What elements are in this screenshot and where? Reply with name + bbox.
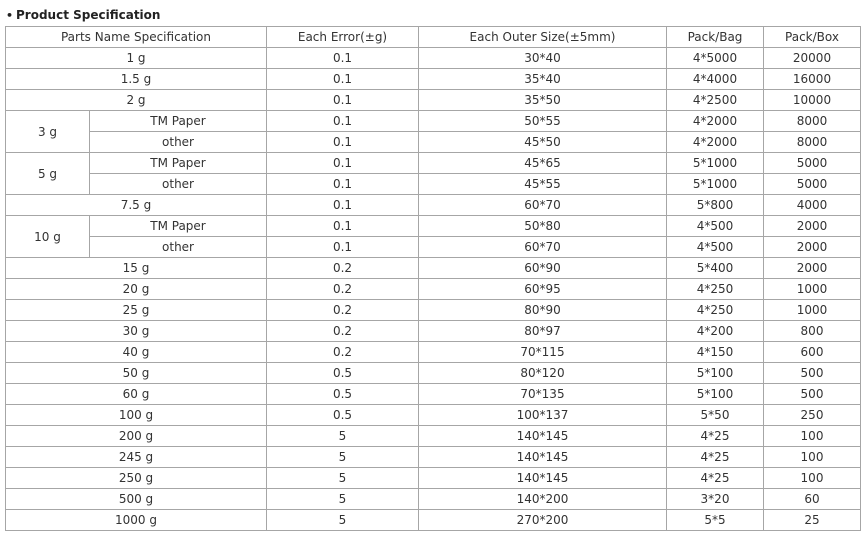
table-row bbox=[6, 447, 861, 468]
error-cell: 5 bbox=[267, 447, 419, 468]
pack-box-cell: 25 bbox=[764, 510, 861, 531]
pack-bag-cell: 4*2000 bbox=[667, 132, 764, 153]
error-cell: 0.1 bbox=[267, 153, 419, 174]
pack-bag-cell: 4*25 bbox=[667, 447, 764, 468]
size-cell: 70*115 bbox=[419, 342, 667, 363]
weight-cell: 10 g bbox=[6, 216, 90, 258]
table-row bbox=[6, 468, 861, 489]
table-row bbox=[6, 153, 861, 174]
parts-name-cell: 7.5 g bbox=[6, 195, 267, 216]
size-cell: 45*50 bbox=[419, 132, 667, 153]
size-cell: 80*90 bbox=[419, 300, 667, 321]
error-cell: 0.2 bbox=[267, 279, 419, 300]
error-cell: 0.2 bbox=[267, 342, 419, 363]
pack-bag-cell: 5*50 bbox=[667, 405, 764, 426]
header-row bbox=[6, 27, 861, 48]
parts-name-cell: 100 g bbox=[6, 405, 267, 426]
header-each-error: Each Error(±g) bbox=[267, 27, 419, 48]
parts-name-cell: 250 g bbox=[6, 468, 267, 489]
weight-cell: 5 g bbox=[6, 153, 90, 195]
table-row bbox=[6, 216, 861, 237]
table-row bbox=[6, 489, 861, 510]
error-cell: 0.1 bbox=[267, 237, 419, 258]
error-cell: 0.1 bbox=[267, 69, 419, 90]
pack-box-cell: 5000 bbox=[764, 174, 861, 195]
pack-box-cell: 8000 bbox=[764, 111, 861, 132]
pack-bag-cell: 5*100 bbox=[667, 384, 764, 405]
error-cell: 0.1 bbox=[267, 132, 419, 153]
parts-name-cell: 1.5 g bbox=[6, 69, 267, 90]
pack-bag-cell: 5*1000 bbox=[667, 174, 764, 195]
material-cell: TM Paper bbox=[90, 153, 267, 174]
pack-box-cell: 5000 bbox=[764, 153, 861, 174]
pack-box-cell: 60 bbox=[764, 489, 861, 510]
size-cell: 140*200 bbox=[419, 489, 667, 510]
material-cell: other bbox=[90, 237, 267, 258]
material-cell: TM Paper bbox=[90, 111, 267, 132]
pack-box-cell: 16000 bbox=[764, 69, 861, 90]
parts-name-cell: 20 g bbox=[6, 279, 267, 300]
size-cell: 45*55 bbox=[419, 174, 667, 195]
size-cell: 60*95 bbox=[419, 279, 667, 300]
error-cell: 0.1 bbox=[267, 174, 419, 195]
error-cell: 0.1 bbox=[267, 216, 419, 237]
pack-box-cell: 2000 bbox=[764, 258, 861, 279]
pack-bag-cell: 5*800 bbox=[667, 195, 764, 216]
section-heading bbox=[6, 5, 160, 25]
pack-box-cell: 8000 bbox=[764, 132, 861, 153]
error-cell: 0.2 bbox=[267, 258, 419, 279]
error-cell: 0.1 bbox=[267, 111, 419, 132]
pack-bag-cell: 4*250 bbox=[667, 300, 764, 321]
parts-name-cell: 1000 g bbox=[6, 510, 267, 531]
pack-bag-cell: 4*2000 bbox=[667, 111, 764, 132]
pack-box-cell: 10000 bbox=[764, 90, 861, 111]
size-cell: 140*145 bbox=[419, 426, 667, 447]
table-row bbox=[6, 342, 861, 363]
pack-bag-cell: 5*100 bbox=[667, 363, 764, 384]
error-cell: 0.5 bbox=[267, 405, 419, 426]
size-cell: 140*145 bbox=[419, 447, 667, 468]
error-cell: 0.5 bbox=[267, 363, 419, 384]
error-cell: 5 bbox=[267, 426, 419, 447]
size-cell: 140*145 bbox=[419, 468, 667, 489]
table-row bbox=[6, 510, 861, 531]
parts-name-cell: 500 g bbox=[6, 489, 267, 510]
size-cell: 50*55 bbox=[419, 111, 667, 132]
pack-box-cell: 1000 bbox=[764, 279, 861, 300]
pack-box-cell: 100 bbox=[764, 426, 861, 447]
pack-bag-cell: 4*500 bbox=[667, 216, 764, 237]
parts-name-cell: 60 g bbox=[6, 384, 267, 405]
parts-name-cell: 15 g bbox=[6, 258, 267, 279]
error-cell: 0.2 bbox=[267, 321, 419, 342]
pack-bag-cell: 5*400 bbox=[667, 258, 764, 279]
parts-name-cell: 200 g bbox=[6, 426, 267, 447]
size-cell: 100*137 bbox=[419, 405, 667, 426]
error-cell: 0.1 bbox=[267, 48, 419, 69]
error-cell: 0.1 bbox=[267, 90, 419, 111]
error-cell: 5 bbox=[267, 489, 419, 510]
pack-box-cell: 100 bbox=[764, 468, 861, 489]
parts-name-cell: 50 g bbox=[6, 363, 267, 384]
section-title: Product Specification bbox=[16, 8, 161, 22]
size-cell: 60*70 bbox=[419, 195, 667, 216]
pack-bag-cell: 4*200 bbox=[667, 321, 764, 342]
material-cell: other bbox=[90, 174, 267, 195]
table-row bbox=[6, 90, 861, 111]
size-cell: 35*50 bbox=[419, 90, 667, 111]
pack-box-cell: 2000 bbox=[764, 216, 861, 237]
size-cell: 80*97 bbox=[419, 321, 667, 342]
table-row bbox=[6, 48, 861, 69]
parts-name-cell: 40 g bbox=[6, 342, 267, 363]
table-row bbox=[6, 426, 861, 447]
pack-box-cell: 1000 bbox=[764, 300, 861, 321]
error-cell: 5 bbox=[267, 510, 419, 531]
pack-bag-cell: 4*150 bbox=[667, 342, 764, 363]
pack-box-cell: 20000 bbox=[764, 48, 861, 69]
parts-name-cell: 245 g bbox=[6, 447, 267, 468]
pack-box-cell: 4000 bbox=[764, 195, 861, 216]
header-pack-box: Pack/Box bbox=[764, 27, 861, 48]
pack-bag-cell: 4*4000 bbox=[667, 69, 764, 90]
size-cell: 80*120 bbox=[419, 363, 667, 384]
parts-name-cell: 1 g bbox=[6, 48, 267, 69]
size-cell: 270*200 bbox=[419, 510, 667, 531]
parts-name-cell: 25 g bbox=[6, 300, 267, 321]
pack-bag-cell: 4*25 bbox=[667, 468, 764, 489]
pack-bag-cell: 5*5 bbox=[667, 510, 764, 531]
pack-box-cell: 250 bbox=[764, 405, 861, 426]
pack-bag-cell: 4*5000 bbox=[667, 48, 764, 69]
spec-table bbox=[5, 26, 861, 531]
header-outer-size: Each Outer Size(±5mm) bbox=[419, 27, 667, 48]
size-cell: 35*40 bbox=[419, 69, 667, 90]
table-row bbox=[6, 384, 861, 405]
pack-box-cell: 2000 bbox=[764, 237, 861, 258]
table-row bbox=[6, 300, 861, 321]
size-cell: 50*80 bbox=[419, 216, 667, 237]
bullet-icon: • bbox=[6, 8, 14, 22]
parts-name-cell: 2 g bbox=[6, 90, 267, 111]
error-cell: 5 bbox=[267, 468, 419, 489]
table-row bbox=[6, 321, 861, 342]
size-cell: 60*90 bbox=[419, 258, 667, 279]
pack-box-cell: 500 bbox=[764, 384, 861, 405]
error-cell: 0.2 bbox=[267, 300, 419, 321]
pack-bag-cell: 4*25 bbox=[667, 426, 764, 447]
table-row bbox=[6, 405, 861, 426]
error-cell: 0.1 bbox=[267, 195, 419, 216]
parts-name-cell: 30 g bbox=[6, 321, 267, 342]
size-cell: 60*70 bbox=[419, 237, 667, 258]
size-cell: 70*135 bbox=[419, 384, 667, 405]
table-row bbox=[6, 174, 861, 195]
table-row bbox=[6, 279, 861, 300]
weight-cell: 3 g bbox=[6, 111, 90, 153]
table-row bbox=[6, 195, 861, 216]
size-cell: 30*40 bbox=[419, 48, 667, 69]
table-row bbox=[6, 69, 861, 90]
pack-box-cell: 800 bbox=[764, 321, 861, 342]
header-parts-name: Parts Name Specification bbox=[6, 27, 267, 48]
pack-box-cell: 500 bbox=[764, 363, 861, 384]
table-row bbox=[6, 237, 861, 258]
size-cell: 45*65 bbox=[419, 153, 667, 174]
table-row bbox=[6, 363, 861, 384]
pack-bag-cell: 4*2500 bbox=[667, 90, 764, 111]
pack-bag-cell: 4*250 bbox=[667, 279, 764, 300]
pack-box-cell: 600 bbox=[764, 342, 861, 363]
table-row bbox=[6, 258, 861, 279]
pack-bag-cell: 5*1000 bbox=[667, 153, 764, 174]
table-row bbox=[6, 111, 861, 132]
pack-box-cell: 100 bbox=[764, 447, 861, 468]
pack-bag-cell: 3*20 bbox=[667, 489, 764, 510]
table-row bbox=[6, 132, 861, 153]
material-cell: other bbox=[90, 132, 267, 153]
material-cell: TM Paper bbox=[90, 216, 267, 237]
pack-bag-cell: 4*500 bbox=[667, 237, 764, 258]
header-pack-bag: Pack/Bag bbox=[667, 27, 764, 48]
error-cell: 0.5 bbox=[267, 384, 419, 405]
